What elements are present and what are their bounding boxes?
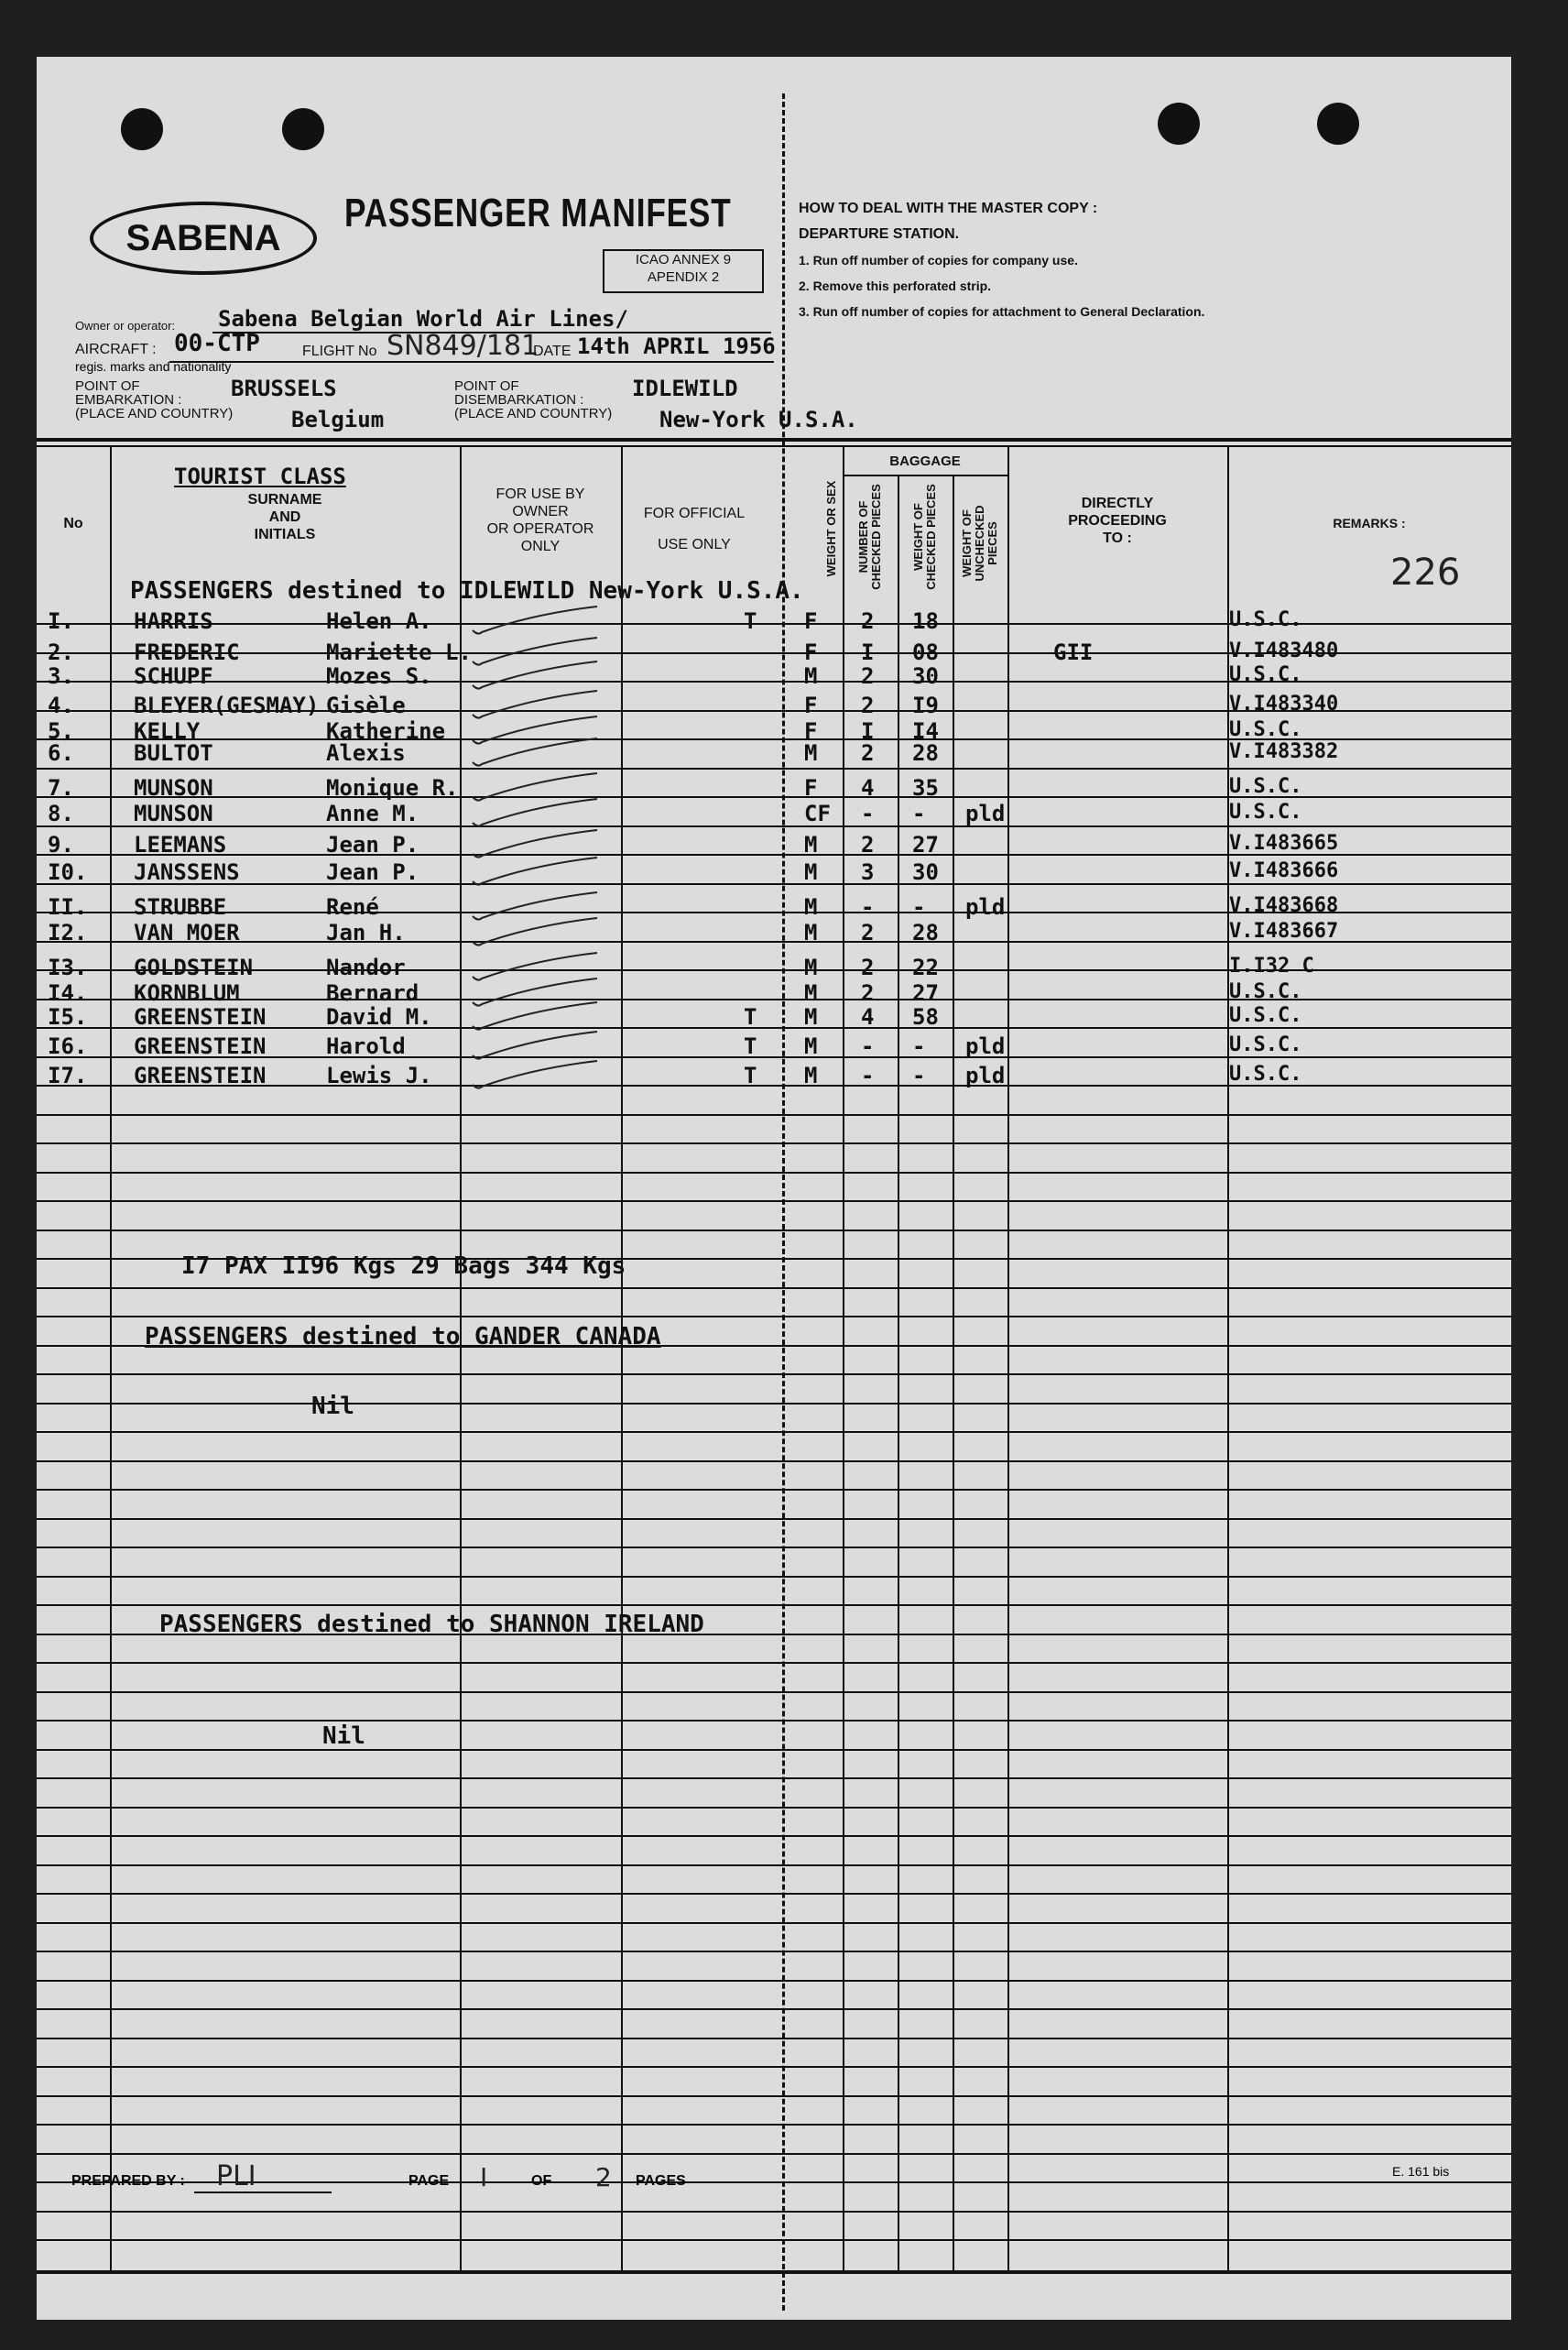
punch-hole bbox=[1317, 103, 1359, 145]
punch-hole bbox=[121, 108, 163, 150]
totals-line: I7 PAX II96 Kgs 29 Bags 344 Kgs bbox=[181, 1252, 626, 1280]
col-header-class: TOURIST CLASS bbox=[174, 464, 346, 489]
row-given-name: Bernard bbox=[326, 980, 419, 1006]
row-rule bbox=[37, 1691, 1511, 1693]
row-number: I4. bbox=[48, 980, 88, 1006]
embark-labels bbox=[75, 379, 233, 421]
row-rule bbox=[37, 1980, 1511, 1982]
row-rule bbox=[37, 2066, 1511, 2068]
manifest-sheet bbox=[37, 57, 1511, 2320]
punch-hole bbox=[1158, 103, 1200, 145]
column-divider bbox=[110, 447, 112, 2270]
row-rule bbox=[37, 1807, 1511, 1809]
row-checked-weight: 35 bbox=[912, 775, 939, 801]
owner-use-4: ONLY bbox=[520, 539, 561, 554]
row-sex: F bbox=[804, 718, 818, 744]
column-divider bbox=[953, 475, 954, 2270]
row-given-name: David M. bbox=[326, 1004, 432, 1030]
row-checked-pieces: - bbox=[861, 1033, 875, 1059]
row-sex: F bbox=[804, 608, 818, 634]
row-checked-pieces: 2 bbox=[861, 955, 875, 980]
row-given-name: Jean P. bbox=[326, 859, 419, 885]
row-remarks: I.I32 C bbox=[1229, 955, 1314, 978]
row-rule bbox=[37, 1142, 1511, 1144]
row-checked-pieces: 2 bbox=[861, 740, 875, 766]
row-checked-pieces: I bbox=[861, 639, 875, 665]
row-rule bbox=[37, 1114, 1511, 1116]
row-checked-weight: 18 bbox=[912, 608, 939, 634]
handwritten-page-number: 226 bbox=[1390, 552, 1461, 594]
row-remarks: U.S.C. bbox=[1229, 980, 1302, 1003]
row-number: I3. bbox=[48, 955, 88, 980]
disembark-label-3: (PLACE AND COUNTRY) bbox=[454, 406, 613, 421]
row-checked-pieces: 2 bbox=[861, 920, 875, 945]
row-number: 5. bbox=[48, 718, 74, 744]
row-given-name: René bbox=[326, 894, 379, 920]
flight-label: FLIGHT No bbox=[302, 344, 377, 359]
row-proceeding-to: GII bbox=[1053, 639, 1094, 665]
instructions-subheading: DEPARTURE STATION. bbox=[799, 226, 960, 242]
row-remarks: V.I483668 bbox=[1229, 894, 1339, 917]
disembark-labels bbox=[454, 379, 612, 421]
check-mark-icon bbox=[469, 828, 615, 859]
row-sex: CF bbox=[804, 801, 831, 826]
row-number: I0. bbox=[48, 859, 88, 885]
row-checked-weight: 28 bbox=[912, 740, 939, 766]
row-checked-pieces: 3 bbox=[861, 859, 875, 885]
owner-value: Sabena Belgian World Air Lines/ bbox=[218, 306, 628, 332]
section-heading-shannon: PASSENGERS destined to SHANNON IRELAND bbox=[159, 1611, 704, 1638]
row-number: 7. bbox=[48, 775, 74, 801]
manifest-title: PASSENGER MANIFEST bbox=[344, 191, 732, 235]
row-rule bbox=[37, 1431, 1511, 1433]
row-given-name: Nandor bbox=[326, 955, 406, 980]
row-given-name: Alexis bbox=[326, 740, 406, 766]
disembark-country: New-York U.S.A. bbox=[659, 407, 858, 432]
check-mark-icon bbox=[469, 1000, 615, 1032]
embark-country: Belgium bbox=[291, 407, 385, 432]
row-rule bbox=[37, 1489, 1511, 1491]
row-given-name: Anne M. bbox=[326, 801, 419, 826]
row-rule bbox=[37, 1604, 1511, 1606]
row-checked-pieces: 4 bbox=[861, 1004, 875, 1030]
row-rule bbox=[37, 2008, 1511, 2010]
row-rule bbox=[37, 2211, 1511, 2213]
col-header-weight-sex: WEIGHT OR SEX bbox=[824, 480, 838, 577]
check-mark-icon bbox=[469, 797, 615, 828]
row-remarks: V.I483665 bbox=[1229, 832, 1339, 855]
row-surname: LEEMANS bbox=[134, 832, 227, 858]
official-use-2: USE ONLY bbox=[658, 537, 731, 552]
row-rule bbox=[37, 1403, 1511, 1405]
row-surname: MUNSON bbox=[134, 775, 213, 801]
row-rule bbox=[37, 2124, 1511, 2126]
row-unchecked: pld bbox=[965, 1063, 1006, 1088]
row-checked-weight: - bbox=[912, 1033, 926, 1059]
annex-line-2: APENDIX 2 bbox=[647, 269, 720, 285]
row-checked-weight: 30 bbox=[912, 663, 939, 689]
check-mark-icon bbox=[469, 605, 615, 636]
section-value-gander: Nil bbox=[311, 1393, 354, 1420]
row-number: 3. bbox=[48, 663, 74, 689]
row-t-mark: T bbox=[744, 1033, 757, 1059]
check-mark-icon bbox=[469, 856, 615, 887]
row-rule bbox=[37, 1662, 1511, 1664]
row-surname: BULTOT bbox=[134, 740, 213, 766]
table-top-rule-2 bbox=[37, 445, 1511, 447]
row-rule bbox=[37, 1864, 1511, 1866]
row-sex: M bbox=[804, 894, 818, 920]
owner-use-2: OWNER bbox=[512, 504, 569, 519]
embark-label-2: EMBARKATION : bbox=[75, 392, 182, 408]
aircraft-value: 00-CTP bbox=[174, 330, 260, 357]
official-use-1: FOR OFFICIAL bbox=[643, 506, 746, 521]
row-rule bbox=[37, 1951, 1511, 1952]
icao-annex-box bbox=[603, 249, 764, 293]
disembark-label-1: POINT OF bbox=[454, 378, 519, 394]
row-rule bbox=[37, 883, 1511, 885]
row-sex: F bbox=[804, 693, 818, 718]
row-number: I. bbox=[48, 608, 74, 634]
row-number: 9. bbox=[48, 832, 74, 858]
row-surname: HARRIS bbox=[134, 608, 213, 634]
row-number: II. bbox=[48, 894, 88, 920]
row-rule bbox=[37, 1547, 1511, 1548]
row-sex: M bbox=[804, 832, 818, 858]
column-divider bbox=[621, 447, 623, 2270]
row-sex: M bbox=[804, 1033, 818, 1059]
aircraft-underline bbox=[169, 361, 774, 363]
col-header-owner-use bbox=[460, 486, 621, 555]
row-checked-weight: - bbox=[912, 894, 926, 920]
row-rule bbox=[37, 1922, 1511, 1924]
row-checked-pieces: - bbox=[861, 894, 875, 920]
row-remarks: V.I483666 bbox=[1229, 859, 1339, 882]
punch-hole bbox=[282, 108, 324, 150]
row-rule bbox=[37, 1835, 1511, 1837]
row-rule bbox=[37, 1576, 1511, 1578]
row-surname: BLEYER(GESMAY) bbox=[134, 693, 320, 718]
row-given-name: Harold bbox=[326, 1033, 406, 1059]
row-t-mark: T bbox=[744, 1063, 757, 1088]
owner-use-3: OR OPERATOR bbox=[486, 521, 594, 537]
row-surname: MUNSON bbox=[134, 801, 213, 826]
aircraft-label: AIRCRAFT : bbox=[75, 342, 157, 357]
row-checked-pieces: 2 bbox=[861, 608, 875, 634]
row-checked-pieces: 4 bbox=[861, 775, 875, 801]
row-rule bbox=[37, 1373, 1511, 1375]
row-checked-weight: - bbox=[912, 801, 926, 826]
row-surname: VAN MOER bbox=[134, 920, 240, 945]
row-t-mark: T bbox=[744, 1004, 757, 1030]
row-unchecked: pld bbox=[965, 801, 1006, 826]
col-header-wt-unchecked: WEIGHT OF UNCHECKED PIECES bbox=[960, 505, 999, 582]
owner-label: Owner or operator: bbox=[75, 319, 176, 333]
row-sex: F bbox=[804, 775, 818, 801]
row-remarks: V.I483340 bbox=[1229, 693, 1339, 716]
col-header-baggage: BAGGAGE bbox=[889, 454, 961, 469]
row-checked-weight: I4 bbox=[912, 718, 939, 744]
row-rule bbox=[37, 2095, 1511, 2097]
row-sex: F bbox=[804, 639, 818, 665]
column-divider bbox=[843, 447, 844, 2270]
row-rule bbox=[37, 1777, 1511, 1779]
footer-rule bbox=[37, 2270, 1511, 2274]
instructions-heading: HOW TO DEAL WITH THE MASTER COPY : bbox=[799, 201, 1098, 216]
row-surname: GREENSTEIN bbox=[134, 1033, 267, 1059]
date-label: DATE bbox=[533, 344, 572, 359]
row-number: 2. bbox=[48, 639, 74, 665]
row-rule bbox=[37, 1172, 1511, 1174]
page-value: I bbox=[480, 2162, 488, 2192]
row-sex: M bbox=[804, 1063, 818, 1088]
row-given-name: Lewis J. bbox=[326, 1063, 432, 1088]
row-checked-pieces: 2 bbox=[861, 980, 875, 1006]
check-mark-icon bbox=[469, 1059, 615, 1090]
row-sex: M bbox=[804, 740, 818, 766]
row-surname: GOLDSTEIN bbox=[134, 955, 254, 980]
row-rule bbox=[37, 1749, 1511, 1751]
row-t-mark: T bbox=[744, 608, 757, 634]
annex-line-1: ICAO ANNEX 9 bbox=[635, 252, 732, 268]
row-given-name: Mozes S. bbox=[326, 663, 432, 689]
row-given-name: Gisèle bbox=[326, 693, 406, 718]
row-checked-pieces: 2 bbox=[861, 693, 875, 718]
row-given-name: Katherine bbox=[326, 718, 446, 744]
initials-label: INITIALS bbox=[254, 527, 316, 542]
instruction-item: 2. Remove this perforated strip. bbox=[799, 279, 992, 293]
row-rule bbox=[37, 768, 1511, 770]
row-surname: FREDERIC bbox=[134, 639, 240, 665]
of-value: 2 bbox=[595, 2162, 612, 2192]
section-value-shannon: Nil bbox=[322, 1722, 365, 1750]
col-header-num-checked: NUMBER OF CHECKED PIECES bbox=[856, 484, 883, 590]
row-checked-weight: 22 bbox=[912, 955, 939, 980]
column-divider bbox=[460, 447, 462, 2270]
baggage-header-rule bbox=[843, 475, 1007, 476]
directly-2: PROCEEDING bbox=[1068, 513, 1167, 529]
row-surname: KELLY bbox=[134, 718, 201, 744]
row-checked-weight: 58 bbox=[912, 1004, 939, 1030]
master-copy-instructions bbox=[799, 196, 1204, 324]
row-checked-pieces: - bbox=[861, 1063, 875, 1088]
row-surname: GREENSTEIN bbox=[134, 1063, 267, 1088]
row-rule bbox=[37, 2239, 1511, 2241]
row-number: 4. bbox=[48, 693, 74, 718]
directly-3: TO : bbox=[1103, 530, 1132, 546]
row-unchecked: pld bbox=[965, 894, 1006, 920]
check-mark-icon bbox=[469, 916, 615, 947]
prepared-underline bbox=[194, 2192, 332, 2193]
row-rule bbox=[37, 1518, 1511, 1520]
col-header-official-use bbox=[621, 498, 768, 561]
row-surname: STRUBBE bbox=[134, 894, 227, 920]
row-checked-weight: 28 bbox=[912, 920, 939, 945]
row-sex: M bbox=[804, 859, 818, 885]
disembark-place: IDLEWILD bbox=[632, 376, 738, 401]
prepared-by-label: PREPARED BY : bbox=[71, 2173, 185, 2189]
pages-label: PAGES bbox=[636, 2173, 686, 2189]
row-remarks: U.S.C. bbox=[1229, 775, 1302, 798]
embark-place: BRUSSELS bbox=[231, 376, 337, 401]
check-mark-icon bbox=[469, 660, 615, 691]
row-sex: M bbox=[804, 955, 818, 980]
sabena-logo: SABENA bbox=[90, 202, 317, 275]
row-rule bbox=[37, 825, 1511, 827]
row-given-name: Jan H. bbox=[326, 920, 406, 945]
embark-label-3: (PLACE AND COUNTRY) bbox=[75, 406, 234, 421]
row-rule bbox=[37, 2153, 1511, 2155]
row-checked-pieces: I bbox=[861, 718, 875, 744]
row-sex: M bbox=[804, 1004, 818, 1030]
instruction-item: 3. Run off number of copies for attachment to General Declaration. bbox=[799, 304, 1205, 319]
form-code: E. 161 bis bbox=[1392, 2164, 1450, 2179]
row-rule bbox=[37, 1720, 1511, 1722]
col-header-directly bbox=[1007, 495, 1227, 547]
row-checked-pieces: 2 bbox=[861, 663, 875, 689]
row-rule bbox=[37, 1316, 1511, 1317]
col-header-no: No bbox=[63, 516, 83, 531]
row-sex: M bbox=[804, 980, 818, 1006]
row-checked-weight: 27 bbox=[912, 832, 939, 858]
row-surname: SCHUPF bbox=[134, 663, 213, 689]
row-remarks: U.S.C. bbox=[1229, 1033, 1302, 1056]
row-given-name: Mariette L. bbox=[326, 639, 472, 665]
date-value: 14th APRIL 1956 bbox=[577, 333, 776, 359]
row-remarks: U.S.C. bbox=[1229, 1004, 1302, 1027]
row-number: I5. bbox=[48, 1004, 88, 1030]
row-sex: M bbox=[804, 663, 818, 689]
row-remarks: U.S.C. bbox=[1229, 608, 1302, 631]
section-heading-idlewild: PASSENGERS destined to IDLEWILD New-York U.S.A. bbox=[130, 577, 804, 605]
row-checked-pieces: - bbox=[861, 801, 875, 826]
row-checked-weight: 30 bbox=[912, 859, 939, 885]
col-header-wt-checked: WEIGHT OF CHECKED PIECES bbox=[911, 484, 938, 590]
column-divider bbox=[898, 475, 899, 2270]
row-number: I7. bbox=[48, 1063, 88, 1088]
row-rule bbox=[37, 1460, 1511, 1462]
row-rule bbox=[37, 2038, 1511, 2039]
row-number: I6. bbox=[48, 1033, 88, 1059]
embark-label-1: POINT OF bbox=[75, 378, 140, 394]
row-number: I2. bbox=[48, 920, 88, 945]
row-checked-weight: I9 bbox=[912, 693, 939, 718]
row-remarks: U.S.C. bbox=[1229, 1063, 1302, 1086]
directly-1: DIRECTLY bbox=[1081, 496, 1154, 511]
column-divider bbox=[1007, 447, 1009, 2270]
row-checked-weight: 27 bbox=[912, 980, 939, 1006]
row-unchecked: pld bbox=[965, 1033, 1006, 1059]
row-checked-pieces: 2 bbox=[861, 832, 875, 858]
disembark-label-2: DISEMBARKATION : bbox=[454, 392, 584, 408]
row-given-name: Monique R. bbox=[326, 775, 459, 801]
row-rule bbox=[37, 2181, 1511, 2183]
row-checked-weight: - bbox=[912, 1063, 926, 1088]
row-remarks: V.I483382 bbox=[1229, 740, 1339, 763]
row-number: 6. bbox=[48, 740, 74, 766]
row-number: 8. bbox=[48, 801, 74, 826]
page-label: PAGE bbox=[408, 2173, 450, 2189]
row-rule bbox=[37, 1200, 1511, 1202]
surname-label: SURNAME bbox=[247, 492, 322, 508]
section-heading-gander: PASSENGERS destined to GANDER CANADA bbox=[145, 1323, 661, 1350]
row-checked-weight: 08 bbox=[912, 639, 939, 665]
row-rule bbox=[37, 1287, 1511, 1289]
row-sex: M bbox=[804, 920, 818, 945]
row-given-name: Jean P. bbox=[326, 832, 419, 858]
check-mark-icon bbox=[469, 1030, 615, 1061]
and-label: AND bbox=[268, 509, 301, 525]
row-rule bbox=[37, 1893, 1511, 1895]
row-given-name: Helen A. bbox=[326, 608, 432, 634]
table-top-rule bbox=[37, 438, 1511, 442]
row-remarks: U.S.C. bbox=[1229, 663, 1302, 686]
row-remarks: V.I483667 bbox=[1229, 920, 1339, 943]
row-remarks: V.I483480 bbox=[1229, 639, 1339, 662]
instruction-item: 1. Run off number of copies for company use. bbox=[799, 253, 1078, 268]
row-remarks: U.S.C. bbox=[1229, 718, 1302, 741]
of-label: OF bbox=[531, 2173, 552, 2189]
row-surname: GREENSTEIN bbox=[134, 1004, 267, 1030]
row-rule bbox=[37, 1230, 1511, 1231]
row-remarks: U.S.C. bbox=[1229, 801, 1302, 824]
flight-value: SN849/181 bbox=[387, 330, 539, 362]
aircraft-sub-label: regis. marks and nationality bbox=[75, 359, 232, 374]
prepared-by-value: PLI bbox=[216, 2160, 256, 2192]
row-surname: JANSSENS bbox=[134, 859, 240, 885]
check-mark-icon bbox=[469, 737, 615, 768]
col-header-surname bbox=[110, 491, 460, 543]
col-header-remarks: REMARKS : bbox=[1333, 516, 1406, 530]
owner-use-1: FOR USE BY bbox=[495, 486, 585, 502]
row-surname: KORNBLUM bbox=[134, 980, 240, 1006]
